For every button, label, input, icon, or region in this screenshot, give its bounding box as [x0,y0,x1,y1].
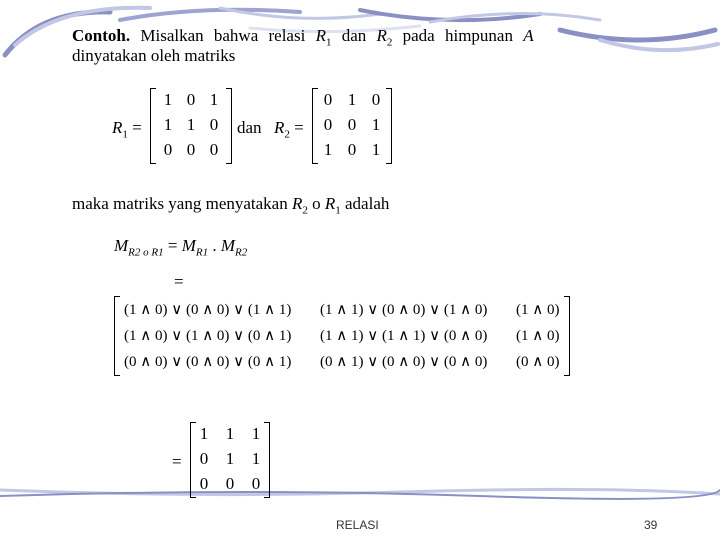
matrix-cell: 0 [186,140,196,159]
matrix-cell: 0 [347,115,357,134]
matrix-cell: 1 [163,115,173,134]
matrix-cell: 0 [199,474,209,493]
matrix-cell: (1 ∧ 0) ∨ (1 ∧ 0) ∨ (0 ∧ 1) [124,328,292,344]
boolean-product-matrix [114,296,570,376]
matrix-cell: 1 [347,90,357,109]
matrix-cell: 0 [323,90,333,109]
intro-dan: dan [341,26,367,45]
intro-tail: pada himpunan [402,26,513,45]
equals-sign: = [174,272,184,291]
matrix-cell: 1 [186,115,196,134]
product-equation: $M_{R2 o R1} = M_{R1}$ . $M_{R2}$ [114,236,248,259]
matrix-cell: (0 ∧ 0) [516,354,560,370]
matrix-cell: (1 ∧ 0) [516,302,560,318]
intro-line-2: dinyatakan oleh matriks [72,46,236,65]
matrix-cell: (0 ∧ 1) ∨ (0 ∧ 0) ∨ (0 ∧ 0) [320,354,488,370]
matrix-cell: 0 [209,115,219,134]
matrix-cell: 1 [371,115,381,134]
footer-title: RELASI [336,518,379,532]
set-a: A [523,26,534,45]
r1-label: $R_1$ = [112,118,142,141]
result-equals: = [172,452,182,471]
matrix-cell: (1 ∧ 0) ∨ (0 ∧ 0) ∨ (1 ∧ 1) [124,302,292,318]
matrix-cell: 0 [163,140,173,159]
matrix-cell: (1 ∧ 1) ∨ (1 ∧ 1) ∨ (0 ∧ 0) [320,328,488,344]
matrix-cell: 0 [199,449,209,468]
matrix-cell: 0 [186,90,196,109]
matrix-cell: (1 ∧ 1) ∨ (0 ∧ 0) ∨ (1 ∧ 0) [320,302,488,318]
matrix-cell: 1 [199,424,209,443]
page-number: 39 [644,518,658,532]
matrix-cell: 0 [323,115,333,134]
matrix-cell: 1 [323,140,333,159]
matrix-cell: 1 [371,140,381,159]
statement-line: maka matriks yang menyatakan $R_2$ o $R_1$ adalah [72,194,390,217]
matrix-cell: 1 [209,90,219,109]
matrix-cell: 0 [251,474,261,493]
matrix-cell: 0 [347,140,357,159]
matrix-cell: (0 ∧ 0) ∨ (0 ∧ 0) ∨ (0 ∧ 1) [124,354,292,370]
matrix-cell: 0 [225,474,235,493]
matrix-cell: 1 [251,449,261,468]
r2-matrix [312,88,392,164]
r2-label: $R_2$ = [274,118,304,141]
matrix-cell: (1 ∧ 0) [516,328,560,344]
matrix-cell: 1 [251,424,261,443]
matrix-cell: 0 [209,140,219,159]
matrix-cell: 0 [371,90,381,109]
matrix-cell: 1 [225,424,235,443]
matrix-cell: 1 [163,90,173,109]
example-label: Contoh. [72,26,131,45]
result-matrix [190,422,270,498]
r1-matrix [150,88,232,164]
matrix-cell: 1 [225,449,235,468]
relation-r2: $R_2$ [376,26,393,49]
connector-dan: dan [237,118,262,137]
relation-r1: $R_1$ [315,26,332,49]
intro-text: Misalkan bahwa relasi [140,26,306,45]
